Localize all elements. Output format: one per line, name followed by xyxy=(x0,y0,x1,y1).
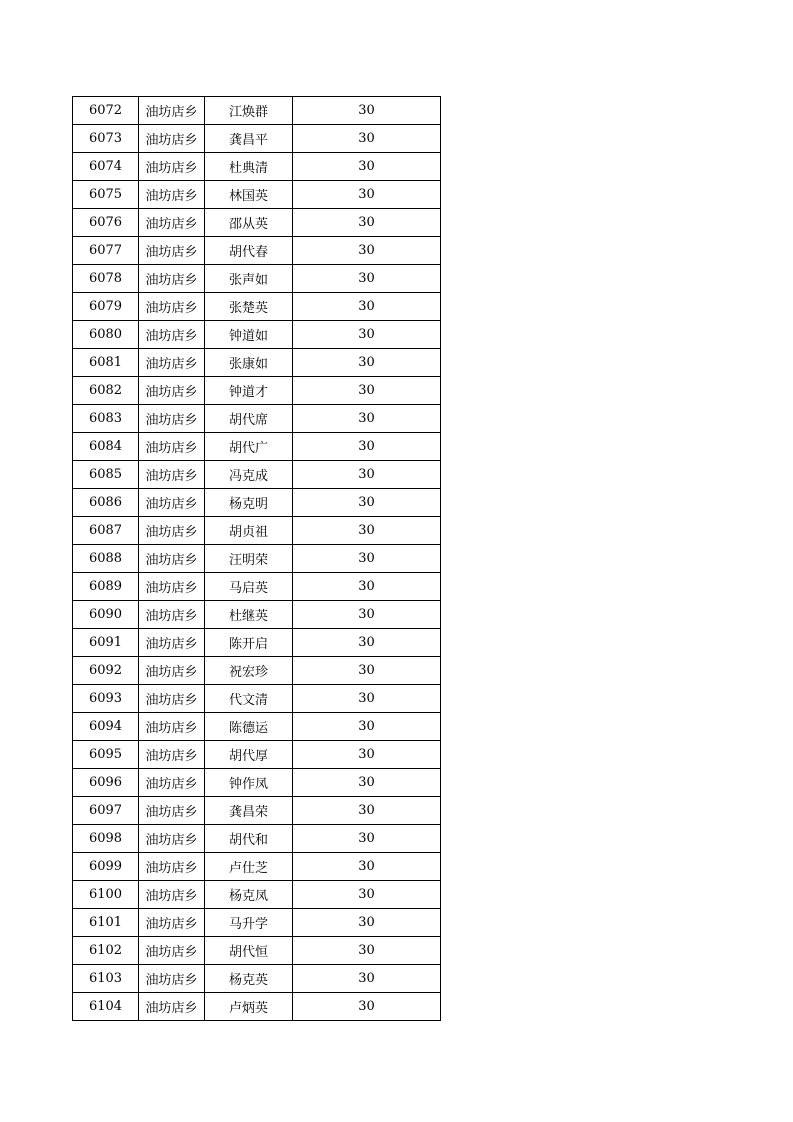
township-cell: 油坊店乡 xyxy=(139,741,205,769)
township-cell: 油坊店乡 xyxy=(139,965,205,993)
table-row xyxy=(73,517,441,545)
person-name-cell: 杜典清 xyxy=(205,153,293,181)
township-cell: 油坊店乡 xyxy=(139,349,205,377)
amount-cell: 30 xyxy=(293,293,441,321)
amount-cell: 30 xyxy=(293,937,441,965)
amount-cell: 30 xyxy=(293,349,441,377)
amount-cell: 30 xyxy=(293,545,441,573)
row-number-cell: 6091 xyxy=(73,629,139,657)
amount-cell: 30 xyxy=(293,461,441,489)
row-number-cell: 6092 xyxy=(73,657,139,685)
table-row xyxy=(73,601,441,629)
amount-cell: 30 xyxy=(293,965,441,993)
township-cell: 油坊店乡 xyxy=(139,461,205,489)
amount-cell: 30 xyxy=(293,993,441,1021)
data-table xyxy=(72,96,441,1021)
amount-cell: 30 xyxy=(293,433,441,461)
amount-cell: 30 xyxy=(293,153,441,181)
table-row xyxy=(73,489,441,517)
row-number-cell: 6074 xyxy=(73,153,139,181)
table-row xyxy=(73,629,441,657)
township-cell: 油坊店乡 xyxy=(139,573,205,601)
amount-cell: 30 xyxy=(293,685,441,713)
person-name-cell: 江焕群 xyxy=(205,97,293,125)
township-cell: 油坊店乡 xyxy=(139,321,205,349)
table-row xyxy=(73,853,441,881)
township-cell: 油坊店乡 xyxy=(139,937,205,965)
township-cell: 油坊店乡 xyxy=(139,685,205,713)
table-row xyxy=(73,433,441,461)
table-row xyxy=(73,713,441,741)
table-row xyxy=(73,965,441,993)
person-name-cell: 马启英 xyxy=(205,573,293,601)
person-name-cell: 龚昌荣 xyxy=(205,797,293,825)
person-name-cell: 钟道才 xyxy=(205,377,293,405)
amount-cell: 30 xyxy=(293,853,441,881)
table-row xyxy=(73,993,441,1021)
township-cell: 油坊店乡 xyxy=(139,237,205,265)
table-row xyxy=(73,909,441,937)
table-row xyxy=(73,545,441,573)
person-name-cell: 胡代厚 xyxy=(205,741,293,769)
table-row xyxy=(73,181,441,209)
row-number-cell: 6080 xyxy=(73,321,139,349)
table-row xyxy=(73,209,441,237)
person-name-cell: 代文清 xyxy=(205,685,293,713)
row-number-cell: 6096 xyxy=(73,769,139,797)
township-cell: 油坊店乡 xyxy=(139,825,205,853)
person-name-cell: 祝宏珍 xyxy=(205,657,293,685)
person-name-cell: 钟道如 xyxy=(205,321,293,349)
township-cell: 油坊店乡 xyxy=(139,769,205,797)
township-cell: 油坊店乡 xyxy=(139,125,205,153)
township-cell: 油坊店乡 xyxy=(139,293,205,321)
township-cell: 油坊店乡 xyxy=(139,909,205,937)
amount-cell: 30 xyxy=(293,237,441,265)
table-row xyxy=(73,349,441,377)
person-name-cell: 卢仕芝 xyxy=(205,853,293,881)
township-cell: 油坊店乡 xyxy=(139,629,205,657)
row-number-cell: 6079 xyxy=(73,293,139,321)
row-number-cell: 6087 xyxy=(73,517,139,545)
amount-cell: 30 xyxy=(293,489,441,517)
township-cell: 油坊店乡 xyxy=(139,993,205,1021)
row-number-cell: 6086 xyxy=(73,489,139,517)
row-number-cell: 6103 xyxy=(73,965,139,993)
row-number-cell: 6081 xyxy=(73,349,139,377)
person-name-cell: 陈开启 xyxy=(205,629,293,657)
row-number-cell: 6101 xyxy=(73,909,139,937)
amount-cell: 30 xyxy=(293,97,441,125)
township-cell: 油坊店乡 xyxy=(139,181,205,209)
township-cell: 油坊店乡 xyxy=(139,517,205,545)
table-row xyxy=(73,97,441,125)
amount-cell: 30 xyxy=(293,741,441,769)
table-row xyxy=(73,937,441,965)
table-row xyxy=(73,573,441,601)
person-name-cell: 张康如 xyxy=(205,349,293,377)
row-number-cell: 6082 xyxy=(73,377,139,405)
amount-cell: 30 xyxy=(293,881,441,909)
amount-cell: 30 xyxy=(293,265,441,293)
row-number-cell: 6093 xyxy=(73,685,139,713)
amount-cell: 30 xyxy=(293,713,441,741)
person-name-cell: 杨克英 xyxy=(205,965,293,993)
row-number-cell: 6097 xyxy=(73,797,139,825)
township-cell: 油坊店乡 xyxy=(139,601,205,629)
township-cell: 油坊店乡 xyxy=(139,881,205,909)
township-cell: 油坊店乡 xyxy=(139,209,205,237)
table-row xyxy=(73,265,441,293)
person-name-cell: 杨克凤 xyxy=(205,881,293,909)
row-number-cell: 6072 xyxy=(73,97,139,125)
person-name-cell: 卢炳英 xyxy=(205,993,293,1021)
township-cell: 油坊店乡 xyxy=(139,405,205,433)
table-row xyxy=(73,461,441,489)
table-row xyxy=(73,825,441,853)
table-row xyxy=(73,293,441,321)
amount-cell: 30 xyxy=(293,797,441,825)
person-name-cell: 龚昌平 xyxy=(205,125,293,153)
amount-cell: 30 xyxy=(293,825,441,853)
amount-cell: 30 xyxy=(293,405,441,433)
person-name-cell: 杜继英 xyxy=(205,601,293,629)
row-number-cell: 6088 xyxy=(73,545,139,573)
person-name-cell: 胡贞祖 xyxy=(205,517,293,545)
table-row xyxy=(73,405,441,433)
person-name-cell: 冯克成 xyxy=(205,461,293,489)
person-name-cell: 杨克明 xyxy=(205,489,293,517)
table-row xyxy=(73,769,441,797)
amount-cell: 30 xyxy=(293,629,441,657)
person-name-cell: 胡代和 xyxy=(205,825,293,853)
row-number-cell: 6075 xyxy=(73,181,139,209)
person-name-cell: 胡代春 xyxy=(205,237,293,265)
person-name-cell: 张楚英 xyxy=(205,293,293,321)
amount-cell: 30 xyxy=(293,125,441,153)
table-row xyxy=(73,797,441,825)
amount-cell: 30 xyxy=(293,321,441,349)
person-name-cell: 钟作凤 xyxy=(205,769,293,797)
amount-cell: 30 xyxy=(293,181,441,209)
person-name-cell: 胡代席 xyxy=(205,405,293,433)
township-cell: 油坊店乡 xyxy=(139,853,205,881)
person-name-cell: 汪明荣 xyxy=(205,545,293,573)
row-number-cell: 6094 xyxy=(73,713,139,741)
row-number-cell: 6089 xyxy=(73,573,139,601)
row-number-cell: 6084 xyxy=(73,433,139,461)
table-row xyxy=(73,125,441,153)
table-row xyxy=(73,321,441,349)
amount-cell: 30 xyxy=(293,909,441,937)
person-name-cell: 胡代恒 xyxy=(205,937,293,965)
township-cell: 油坊店乡 xyxy=(139,545,205,573)
table-row xyxy=(73,657,441,685)
row-number-cell: 6090 xyxy=(73,601,139,629)
table-body xyxy=(73,97,441,1021)
table-row xyxy=(73,685,441,713)
township-cell: 油坊店乡 xyxy=(139,265,205,293)
township-cell: 油坊店乡 xyxy=(139,713,205,741)
table-row xyxy=(73,881,441,909)
township-cell: 油坊店乡 xyxy=(139,797,205,825)
amount-cell: 30 xyxy=(293,657,441,685)
table-row xyxy=(73,237,441,265)
township-cell: 油坊店乡 xyxy=(139,377,205,405)
row-number-cell: 6099 xyxy=(73,853,139,881)
amount-cell: 30 xyxy=(293,517,441,545)
person-name-cell: 马升学 xyxy=(205,909,293,937)
table-row xyxy=(73,741,441,769)
person-name-cell: 胡代广 xyxy=(205,433,293,461)
amount-cell: 30 xyxy=(293,769,441,797)
row-number-cell: 6102 xyxy=(73,937,139,965)
row-number-cell: 6098 xyxy=(73,825,139,853)
row-number-cell: 6104 xyxy=(73,993,139,1021)
row-number-cell: 6100 xyxy=(73,881,139,909)
row-number-cell: 6077 xyxy=(73,237,139,265)
table-row xyxy=(73,377,441,405)
row-number-cell: 6078 xyxy=(73,265,139,293)
row-number-cell: 6095 xyxy=(73,741,139,769)
row-number-cell: 6083 xyxy=(73,405,139,433)
person-name-cell: 陈德运 xyxy=(205,713,293,741)
township-cell: 油坊店乡 xyxy=(139,153,205,181)
row-number-cell: 6085 xyxy=(73,461,139,489)
township-cell: 油坊店乡 xyxy=(139,657,205,685)
row-number-cell: 6073 xyxy=(73,125,139,153)
township-cell: 油坊店乡 xyxy=(139,433,205,461)
person-name-cell: 林国英 xyxy=(205,181,293,209)
table-row xyxy=(73,153,441,181)
township-cell: 油坊店乡 xyxy=(139,489,205,517)
township-cell: 油坊店乡 xyxy=(139,97,205,125)
amount-cell: 30 xyxy=(293,209,441,237)
person-name-cell: 张声如 xyxy=(205,265,293,293)
amount-cell: 30 xyxy=(293,377,441,405)
row-number-cell: 6076 xyxy=(73,209,139,237)
amount-cell: 30 xyxy=(293,573,441,601)
amount-cell: 30 xyxy=(293,601,441,629)
person-name-cell: 邵从英 xyxy=(205,209,293,237)
